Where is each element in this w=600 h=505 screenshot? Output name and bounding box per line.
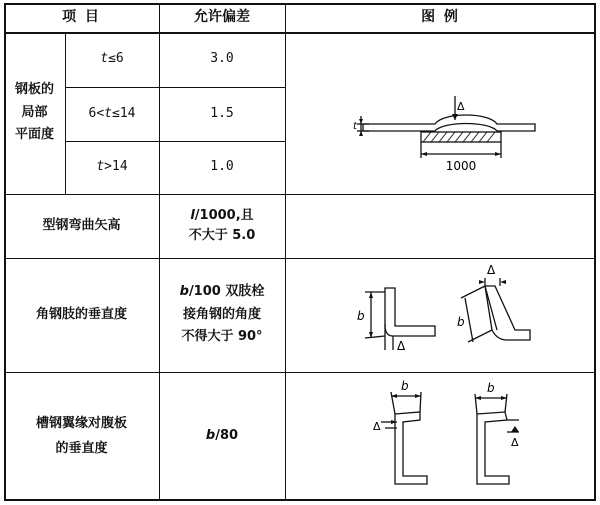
plate-delta-label: Δ [457,100,465,113]
channel-right-delta-label: Δ [511,436,519,449]
angle-right-b-label: b [457,315,465,329]
tol-var: l [190,207,195,223]
item-bending: 型钢弯曲矢高 [42,217,121,233]
tol-line: 不大于 5.0 [188,228,256,243]
angle-left-b-label: b [357,309,365,323]
tolerance-angle [159,258,285,372]
item-label-line: 槽钢翼缘对腹板 [35,415,127,431]
condition-cell [65,32,159,87]
tol-var: b [179,283,189,299]
tolerance-value: 1.0 [210,159,234,175]
plate-dimension-label: 1000 [445,159,477,173]
angle-steel-diagram [285,258,596,372]
condition-cell [65,141,159,194]
item-label-line: 平面度 [14,127,54,143]
tolerance-bending [159,194,285,258]
item-channel-perpendicularity [4,372,159,501]
header-item: 项 目 [62,8,101,25]
condition-var: t [104,105,112,121]
channel-right-shape [477,412,509,484]
tolerance-value: 3.0 [210,51,234,67]
condition-bound: ≤14 [112,105,136,121]
channel-left-b-label: b [401,379,409,393]
channel-left-delta-label: Δ [373,420,381,433]
item-local-flatness [4,32,65,194]
angle-left-delta-label: Δ [397,339,406,353]
item-label-line: 钢板的 [14,81,54,97]
angle-left-shape [385,288,435,336]
item-label-line: 的垂直度 [55,440,108,456]
condition-bound: >14 [104,159,128,175]
condition-bound: ≤6 [108,51,124,67]
tol-line: 不得大于 90° [181,329,263,345]
tolerance-value: 1.5 [210,105,234,121]
tolerance-table [4,3,596,501]
plate-flatness-diagram [285,32,596,194]
condition-cell [65,87,159,141]
channel-steel-diagram [285,372,596,501]
plate-thickness-label: t [353,121,357,132]
header-figure: 图 例 [421,8,460,25]
item-angle-perpendicularity: 角钢肢的垂直度 [35,306,127,322]
tol-line: /80 [215,428,239,444]
condition-var: t [100,51,109,67]
channel-right-b-label: b [487,381,495,395]
plate-shape [363,115,535,131]
condition-prefix: 6< [88,105,105,121]
tol-var: b [205,428,216,444]
condition-var: t [96,159,105,175]
tol-line: /1000,且 [194,207,254,223]
channel-left-shape [395,412,427,484]
support-block [421,132,501,142]
tolerance-channel [159,372,285,501]
angle-right-delta-label: Δ [487,263,496,277]
item-label-line: 局部 [21,104,48,120]
header-tolerance: 允许偏差 [194,8,250,25]
tol-line: 接角钢的角度 [182,306,261,322]
tol-line: /100 双肢栓 [188,283,265,299]
